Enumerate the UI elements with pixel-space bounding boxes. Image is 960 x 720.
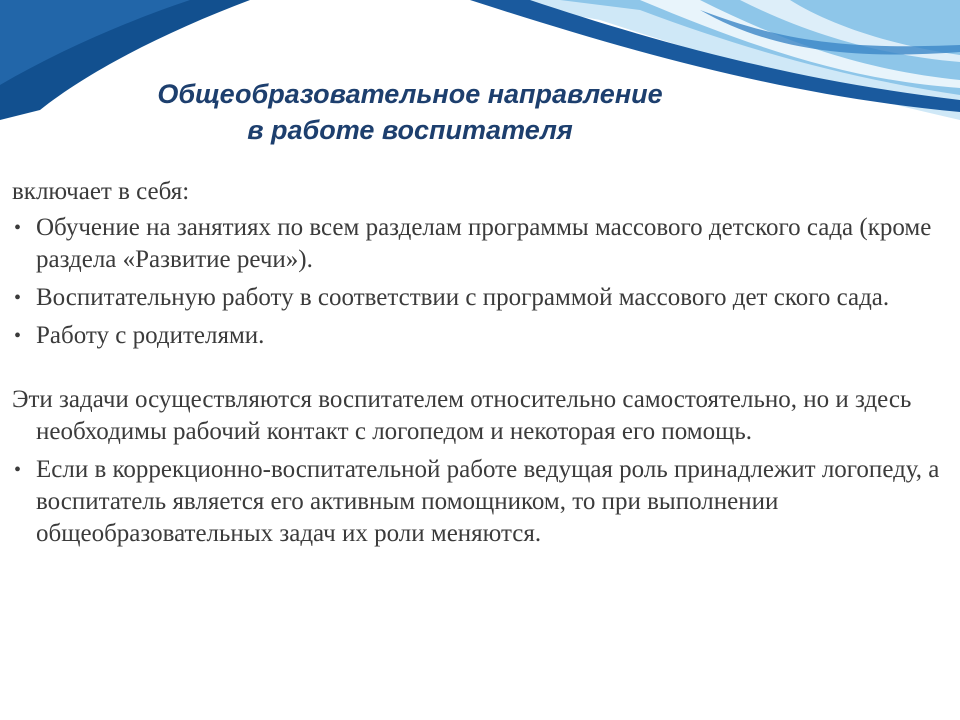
list-item — [12, 454, 942, 550]
intro-text: включает в себя: — [12, 178, 190, 205]
paragraph-text: Эти задачи осуществляются воспитателем относительно самостоятельно, но и здесь необходимы рабочий контакт с логопедом и некоторая его помощь. — [12, 386, 912, 445]
list-item — [12, 282, 942, 314]
slide-body — [12, 176, 942, 556]
bullet-text: Работу с родителями. — [36, 322, 265, 349]
bullet-icon: • — [14, 459, 22, 481]
slide-title — [60, 76, 760, 148]
list-item — [12, 212, 942, 276]
bullet-text: Воспитательную работу в соответствии с программой массового дет ского сада. — [36, 284, 890, 311]
bullet-list — [12, 212, 942, 352]
final-bullet-list — [12, 454, 942, 550]
bullet-icon: • — [14, 325, 22, 347]
list-item — [12, 320, 942, 352]
bullet-icon: • — [14, 287, 22, 309]
bullet-text: Если в коррекционно-воспитательной работе ведущая роль принадлежит логопеду, а воспитатель является его активным помощником, то при выполнении общеобразовательных задач их роли меняются. — [36, 456, 940, 547]
bullet-icon: • — [14, 217, 22, 239]
title-line-2: в работе воспитателя — [247, 115, 573, 145]
bullet-text: Обучение на занятиях по всем разделам программы массового детского сада (кроме раздела «Развитие речи»). — [36, 214, 932, 273]
title-line-1: Общеобразовательное направление — [157, 79, 663, 109]
